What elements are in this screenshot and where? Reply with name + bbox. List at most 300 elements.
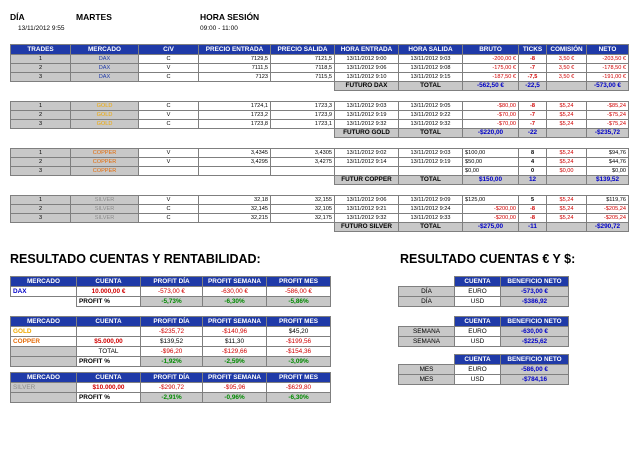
gold-profit-dia: -$235,72 [141, 327, 203, 337]
usd-pct-semana: -2,59% [203, 357, 267, 367]
entry-time [335, 167, 399, 176]
ticks: -7 [519, 111, 547, 120]
dax-profit-mes: -586,00 € [267, 287, 331, 297]
silver-pct-dia: -2,91% [141, 393, 203, 403]
commission: $5,24 [547, 205, 587, 214]
block-total-row [11, 129, 629, 138]
spacer [11, 176, 335, 185]
col-cuenta: CUENTA [77, 277, 141, 287]
right-row [399, 365, 569, 375]
total-word: TOTAL [399, 82, 463, 91]
exit-price: 32,105 [271, 205, 335, 214]
gross: -$200,00 [463, 205, 519, 214]
ticks: -7,5 [519, 73, 547, 82]
net: $119,76 [587, 196, 629, 205]
entry-time: 13/11/2012 9:14 [335, 158, 399, 167]
total-word: TOTAL [399, 176, 463, 185]
ticks: -8 [519, 205, 547, 214]
commission: $5,24 [547, 149, 587, 158]
net: -203,50 € [587, 55, 629, 64]
entry-price: 1723,8 [199, 120, 271, 129]
entry-time: 13/11/2012 9:19 [335, 111, 399, 120]
commission: 3,50 € [547, 64, 587, 73]
entry-time: 13/11/2012 9:03 [335, 102, 399, 111]
exit-time: 13/11/2012 9:05 [399, 102, 463, 111]
trade-row [11, 73, 629, 82]
exit-price: 1723,1 [271, 120, 335, 129]
exit-time: 13/11/2012 9:24 [399, 205, 463, 214]
entry-time: 13/11/2012 9:10 [335, 73, 399, 82]
spacer [11, 129, 335, 138]
entry-time: 13/11/2012 9:32 [335, 214, 399, 223]
ticks: -8 [519, 214, 547, 223]
commission: 3,50 € [547, 73, 587, 82]
exit-time: 13/11/2012 9:32 [399, 120, 463, 129]
usd-pct-mes: -3,09% [267, 357, 331, 367]
column-header: C/V [139, 45, 199, 55]
buy-sell: V [139, 149, 199, 158]
exit-time: 13/11/2012 9:22 [399, 111, 463, 120]
column-header: TICKS [519, 45, 547, 55]
market-name: COPPER [71, 158, 139, 167]
market-name: DAX [71, 55, 139, 64]
gross: $50,00 [463, 158, 519, 167]
right-header-row [399, 355, 569, 365]
trade-number: 3 [11, 73, 71, 82]
ticks: 4 [519, 158, 547, 167]
exit-time: 13/11/2012 9:19 [399, 158, 463, 167]
buy-sell [139, 167, 199, 176]
account-currency: EURO [455, 287, 501, 297]
exit-price: 32,175 [271, 214, 335, 223]
exit-time: 13/11/2012 9:03 [399, 55, 463, 64]
results-dax-row [11, 287, 331, 297]
col-mercado: MERCADO [11, 373, 77, 383]
dax-pct-label: PROFIT % [77, 297, 141, 307]
col-beneficio-neto: BENEFICIO NETO [501, 317, 569, 327]
spacer [11, 185, 629, 196]
trade-row [11, 120, 629, 129]
buy-sell: V [139, 196, 199, 205]
gross: -$80,00 [463, 102, 519, 111]
col-profit-dia: PROFIT DÍA [141, 317, 203, 327]
total-label: FUTURO GOLD [335, 129, 399, 138]
dax-profit-semana: -630,00 € [203, 287, 267, 297]
col-profit-mes: PROFIT MES [267, 317, 331, 327]
exit-time: 13/11/2012 9:33 [399, 214, 463, 223]
trade-row [11, 102, 629, 111]
column-header: NETO [587, 45, 629, 55]
spacer [399, 277, 455, 287]
net: -$75,24 [587, 111, 629, 120]
entry-time: 13/11/2012 9:32 [335, 120, 399, 129]
total-net: -573,00 € [587, 82, 629, 91]
account-currency: EURO [455, 365, 501, 375]
exit-price: 1723,3 [271, 102, 335, 111]
trade-number: 1 [11, 102, 71, 111]
copper-profit-mes: -$199,56 [267, 337, 331, 347]
total-profit-dia: -$96,20 [141, 347, 203, 357]
commission: 3,50 € [547, 55, 587, 64]
entry-price: 1723,2 [199, 111, 271, 120]
col-profit-mes: PROFIT MES [267, 373, 331, 383]
spacer-row [11, 91, 629, 102]
net-profit: -573,00 € [501, 287, 569, 297]
results-total-row [11, 347, 331, 357]
commission: $5,24 [547, 196, 587, 205]
net: $94,76 [587, 149, 629, 158]
trade-row [11, 55, 629, 64]
trade-number: 2 [11, 205, 71, 214]
column-header: COMISIÓN [547, 45, 587, 55]
col-profit-mes: PROFIT MES [267, 277, 331, 287]
trade-number: 2 [11, 111, 71, 120]
net-profit: -586,00 € [501, 365, 569, 375]
total-profit-mes: -$154,36 [267, 347, 331, 357]
col-profit-semana: PROFIT SEMANA [203, 277, 267, 287]
total-label: FUTURO DAX [335, 82, 399, 91]
ticks: 8 [519, 149, 547, 158]
buy-sell: C [139, 102, 199, 111]
usd-cuenta: $5.000,00 [77, 337, 141, 347]
results-dax-table [10, 276, 331, 307]
spacer [547, 129, 587, 138]
total-ticks: 12 [519, 176, 547, 185]
exit-price: 3,4275 [271, 158, 335, 167]
results-silver-table [10, 372, 331, 403]
ticks: -7 [519, 120, 547, 129]
silver-cuenta: $10.000,00 [77, 383, 141, 393]
right-results-table [398, 354, 569, 385]
dax-market: DAX [11, 287, 77, 297]
gross: $100,00 [463, 149, 519, 158]
spacer [11, 223, 335, 232]
silver-pct-label: PROFIT % [77, 393, 141, 403]
total-net: $139,52 [587, 176, 629, 185]
trades-table [10, 44, 629, 232]
trades-header-row [11, 45, 629, 55]
col-cuenta: CUENTA [77, 317, 141, 327]
spacer [547, 176, 587, 185]
trade-row [11, 196, 629, 205]
buy-sell: V [139, 111, 199, 120]
dax-cuenta: 10.000,00 € [77, 287, 141, 297]
gross: -$200,00 [463, 214, 519, 223]
trade-row [11, 149, 629, 158]
dax-pct-mes: -5,86% [267, 297, 331, 307]
total-gross: -$275,00 [463, 223, 519, 232]
period-label: SEMANA [399, 337, 455, 347]
right-row [399, 375, 569, 385]
total-profit-semana: -$129,66 [203, 347, 267, 357]
market-name: GOLD [71, 120, 139, 129]
exit-time: 13/11/2012 9:09 [399, 196, 463, 205]
market-name: SILVER [71, 214, 139, 223]
silver-profit-semana: -$95,96 [203, 383, 267, 393]
trade-number: 3 [11, 214, 71, 223]
entry-price: 7123 [199, 73, 271, 82]
gross: -$70,00 [463, 120, 519, 129]
entry-price: 3,4345 [199, 149, 271, 158]
dax-pct-semana: -6,30% [203, 297, 267, 307]
results-silver-header [11, 373, 331, 383]
col-profit-dia: PROFIT DÍA [141, 373, 203, 383]
net-profit: -$386,92 [501, 297, 569, 307]
silver-market: SILVER [11, 383, 77, 393]
dia-value: MARTES [76, 12, 112, 22]
market-name: SILVER [71, 196, 139, 205]
entry-price: 7111,5 [199, 64, 271, 73]
column-header: MERCADO [71, 45, 139, 55]
trade-number: 1 [11, 149, 71, 158]
total-ticks: -11 [519, 223, 547, 232]
spacer [11, 82, 335, 91]
exit-time: 13/11/2012 9:03 [399, 149, 463, 158]
copper-profit-semana: $11,30 [203, 337, 267, 347]
account-currency: USD [455, 337, 501, 347]
results-title: RESULTADO CUENTAS Y RENTABILIDAD: [10, 252, 261, 266]
silver-pct-mes: -6,30% [267, 393, 331, 403]
trade-number: 2 [11, 64, 71, 73]
buy-sell: V [139, 64, 199, 73]
total-word: TOTAL [399, 129, 463, 138]
market-name: SILVER [71, 205, 139, 214]
exit-price [271, 167, 335, 176]
trade-row [11, 64, 629, 73]
hora-label: HORA SESIÓN [200, 12, 260, 22]
entry-price: 3,4295 [199, 158, 271, 167]
ticks: -8 [519, 102, 547, 111]
spacer [547, 82, 587, 91]
results-copper-row [11, 337, 331, 347]
hora-value: 09:00 - 11:00 [200, 25, 238, 32]
right-row [399, 287, 569, 297]
entry-time: 13/11/2012 9:06 [335, 196, 399, 205]
period-label: DÍA [399, 287, 455, 297]
market-name: COPPER [71, 149, 139, 158]
right-results-table [398, 316, 569, 347]
gross: -187,50 € [463, 73, 519, 82]
column-header: PRECIO ENTRADA [199, 45, 271, 55]
block-total-row [11, 223, 629, 232]
total-gross: -562,50 € [463, 82, 519, 91]
results-usd-header [11, 317, 331, 327]
trade-number: 1 [11, 55, 71, 64]
entry-time: 13/11/2012 9:00 [335, 55, 399, 64]
commission: $5,24 [547, 158, 587, 167]
commission: $0,00 [547, 167, 587, 176]
gross: $125,00 [463, 196, 519, 205]
commission: $5,24 [547, 120, 587, 129]
exit-time: 13/11/2012 9:08 [399, 64, 463, 73]
net-profit: -$225,62 [501, 337, 569, 347]
total-ticks: -22,5 [519, 82, 547, 91]
col-beneficio-neto: BENEFICIO NETO [501, 355, 569, 365]
column-header: HORA SALIDA [399, 45, 463, 55]
results-header-row [11, 277, 331, 287]
spacer [11, 138, 629, 149]
trade-row [11, 158, 629, 167]
col-cuenta: CUENTA [455, 317, 501, 327]
ticks: 5 [519, 196, 547, 205]
results-dax-pct-row [11, 297, 331, 307]
net-profit: -$784,16 [501, 375, 569, 385]
column-header: BRUTO [463, 45, 519, 55]
column-header: TRADES [11, 45, 71, 55]
entry-price: 32,145 [199, 205, 271, 214]
total-net: -$290,72 [587, 223, 629, 232]
ticks: -7 [519, 64, 547, 73]
total-label: FUTUR COPPER [335, 176, 399, 185]
buy-sell: C [139, 55, 199, 64]
results-gold-row [11, 327, 331, 337]
results-silver-pct-row [11, 393, 331, 403]
column-header: HORA ENTRADA [335, 45, 399, 55]
spacer [399, 355, 455, 365]
col-mercado: MERCADO [11, 277, 77, 287]
exit-price: 3,4305 [271, 149, 335, 158]
col-profit-semana: PROFIT SEMANA [203, 317, 267, 327]
exit-time [399, 167, 463, 176]
spacer-row [11, 138, 629, 149]
net-profit: -630,00 € [501, 327, 569, 337]
net: -$85,24 [587, 102, 629, 111]
spacer [399, 317, 455, 327]
exit-price: 32,155 [271, 196, 335, 205]
column-header: PRECIO SALIDA [271, 45, 335, 55]
account-currency: USD [455, 375, 501, 385]
account-currency: USD [455, 297, 501, 307]
results-usd-pct-row [11, 357, 331, 367]
net: -$205,24 [587, 205, 629, 214]
col-cuenta: CUENTA [455, 277, 501, 287]
col-profit-dia: PROFIT DÍA [141, 277, 203, 287]
session-datetime: 13/11/2012 9:55 [18, 25, 65, 32]
market-name: GOLD [71, 111, 139, 120]
period-label: MES [399, 365, 455, 375]
net: $44,76 [587, 158, 629, 167]
exit-price: 7118,5 [271, 64, 335, 73]
trade-number: 1 [11, 196, 71, 205]
silver-pct-semana: -0,96% [203, 393, 267, 403]
gross: -$70,00 [463, 111, 519, 120]
entry-price: 1724,1 [199, 102, 271, 111]
net: $0,00 [587, 167, 629, 176]
right-header-row [399, 277, 569, 287]
market-name: DAX [71, 64, 139, 73]
buy-sell: C [139, 214, 199, 223]
block-total-row [11, 176, 629, 185]
gross: -200,00 € [463, 55, 519, 64]
trade-number: 3 [11, 167, 71, 176]
account-currency: EURO [455, 327, 501, 337]
period-label: MES [399, 375, 455, 385]
col-profit-semana: PROFIT SEMANA [203, 373, 267, 383]
exit-time: 13/11/2012 9:15 [399, 73, 463, 82]
dax-pct-dia: -5,73% [141, 297, 203, 307]
col-cuenta: CUENTA [77, 373, 141, 383]
trade-number: 2 [11, 158, 71, 167]
exit-price: 1723,9 [271, 111, 335, 120]
entry-time: 13/11/2012 9:21 [335, 205, 399, 214]
right-row [399, 297, 569, 307]
net: -191,00 € [587, 73, 629, 82]
right-results-title: RESULTADO CUENTAS € Y $: [400, 252, 576, 266]
entry-price: 32,215 [199, 214, 271, 223]
exit-price: 7115,5 [271, 73, 335, 82]
total-gross: $150,00 [463, 176, 519, 185]
results-usd-table [10, 316, 331, 367]
exit-price: 7121,5 [271, 55, 335, 64]
commission: $5,24 [547, 102, 587, 111]
trade-number: 3 [11, 120, 71, 129]
entry-time: 13/11/2012 9:02 [335, 149, 399, 158]
trade-row [11, 167, 629, 176]
total-word: TOTAL [399, 223, 463, 232]
commission: $5,24 [547, 214, 587, 223]
spacer-row [11, 185, 629, 196]
total-label: TOTAL [77, 347, 141, 357]
trade-row [11, 214, 629, 223]
gross: -175,00 € [463, 64, 519, 73]
entry-price [199, 167, 271, 176]
buy-sell: C [139, 73, 199, 82]
trade-row [11, 111, 629, 120]
copper-market: COPPER [11, 337, 77, 347]
dax-profit-dia: -573,00 € [141, 287, 203, 297]
period-label: DÍA [399, 297, 455, 307]
col-cuenta: CUENTA [455, 355, 501, 365]
usd-pct-dia: -1,92% [141, 357, 203, 367]
net: -$75,24 [587, 120, 629, 129]
commission: $5,24 [547, 111, 587, 120]
block-total-row [11, 82, 629, 91]
market-name: COPPER [71, 167, 139, 176]
entry-price: 7129,5 [199, 55, 271, 64]
gold-market: GOLD [11, 327, 77, 337]
entry-time: 13/11/2012 9:06 [335, 64, 399, 73]
total-ticks: -22 [519, 129, 547, 138]
net: -178,50 € [587, 64, 629, 73]
net: -$205,24 [587, 214, 629, 223]
right-row [399, 327, 569, 337]
col-mercado: MERCADO [11, 317, 77, 327]
copper-profit-dia: $139,52 [141, 337, 203, 347]
total-net: -$235,72 [587, 129, 629, 138]
market-name: DAX [71, 73, 139, 82]
buy-sell: V [139, 158, 199, 167]
buy-sell: C [139, 120, 199, 129]
spacer [547, 223, 587, 232]
results-silver-row [11, 383, 331, 393]
silver-profit-dia: -$290,72 [141, 383, 203, 393]
period-label: SEMANA [399, 327, 455, 337]
buy-sell: C [139, 205, 199, 214]
gold-profit-semana: -$140,96 [203, 327, 267, 337]
dia-label: DÍA [10, 12, 25, 22]
trade-row [11, 205, 629, 214]
right-header-row [399, 317, 569, 327]
ticks: -8 [519, 55, 547, 64]
gross: $0,00 [463, 167, 519, 176]
entry-price: 32,18 [199, 196, 271, 205]
total-gross: -$220,00 [463, 129, 519, 138]
market-name: GOLD [71, 102, 139, 111]
gold-profit-mes: $45,20 [267, 327, 331, 337]
total-label: FUTURO SILVER [335, 223, 399, 232]
ticks: 0 [519, 167, 547, 176]
spacer [11, 91, 629, 102]
